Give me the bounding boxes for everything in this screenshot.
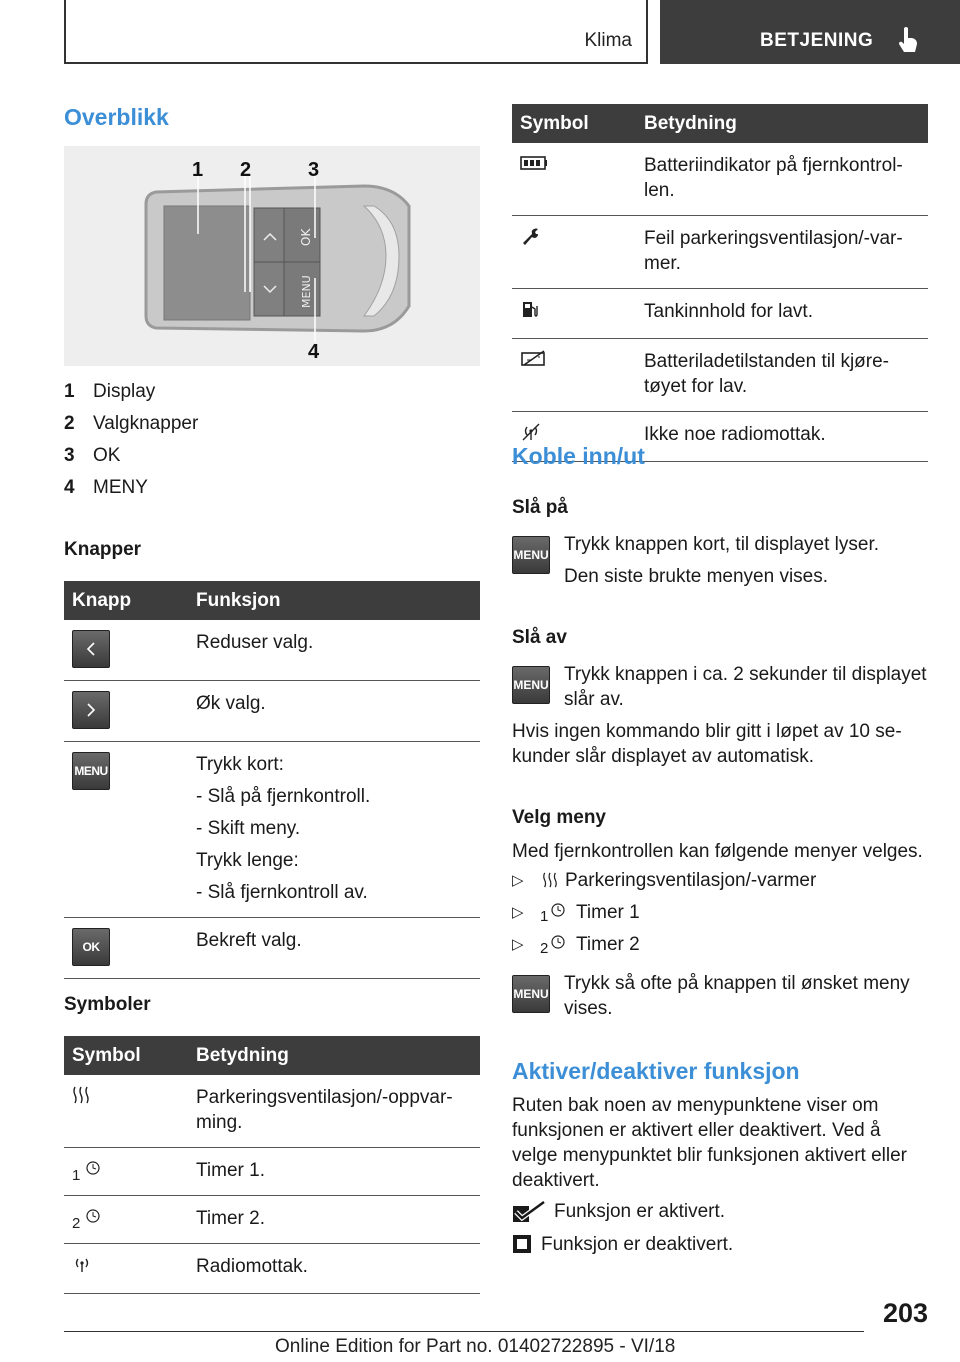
radio-reception-icon [72, 1254, 92, 1276]
timer-2-icon [550, 934, 566, 956]
header-left-box [64, 0, 648, 64]
timer-1-icon [550, 902, 566, 924]
table-row: Batteriindikator på fjernkontrol-len. [512, 143, 928, 216]
fuel-icon [520, 299, 540, 321]
table-row: MENU Trykk kort: - Slå på fjernkontroll. - Skift meny. Trykk lenge: - Slå fjernkontroll av. [64, 742, 480, 918]
switch-off-text: Trykk knappen i ca. 2 sekunder til displayet slår av. [564, 664, 927, 710]
parking-ventilation-icon [72, 1085, 90, 1107]
switch-on-heading: Slå på [512, 497, 568, 518]
column-header: Knapp [64, 581, 188, 620]
wrench-icon [520, 226, 540, 248]
table-row: Batteriladetilstanden til kjøre-tøyet for lav. [512, 339, 928, 412]
page-number: 203 [882, 1298, 928, 1328]
header-chapter-box [660, 0, 960, 64]
remote-control-figure [64, 146, 480, 366]
table-row: Radiomottak. [64, 1244, 480, 1294]
header-section: Klima [584, 30, 632, 51]
select-menu-instruction: Trykk så ofte på knappen til ønsket meny vises. [564, 973, 910, 1019]
callout-1: 1 [192, 159, 204, 181]
table-row: Feil parkeringsventilasjon/-var-mer. [512, 216, 928, 289]
footer-edition: Online Edition for Part no. 01402722895 - VI/18 [275, 1336, 676, 1357]
activate-text: Ruten bak noen av menypunktene viser om funksjonen er aktivert eller deaktivert. Ved å velge menypunktet blir funksjonen aktivert eller deaktivert. [512, 1095, 907, 1191]
menu-button-icon: MENU [512, 666, 550, 704]
select-menu-intro: Med fjernkontrollen kan følgende menyer velges. [512, 841, 923, 862]
left-arrow-button-icon [72, 630, 110, 668]
symbols-heading: Symboler [64, 994, 151, 1015]
column-header: Betydning [188, 1036, 480, 1075]
table-row: 1 Timer 1. [64, 1148, 480, 1196]
buttons-table [64, 581, 480, 979]
right-arrow-button-icon [72, 691, 110, 729]
table-row: Tankinnhold for lavt. [512, 289, 928, 339]
switch-on-note: Den siste brukte menyen vises. [564, 566, 829, 587]
table-row: Parkeringsventilasjon/-oppvar-ming. [64, 1075, 480, 1148]
switch-on-text: Trykk knappen kort, til displayet lyser. [564, 534, 880, 555]
column-header: Symbol [512, 104, 636, 143]
activate-title: Aktiver/deaktiver funksjon [512, 1058, 800, 1084]
connect-title: Koble inn/ut [512, 443, 645, 469]
column-header: Symbol [64, 1036, 188, 1075]
callout-4: 4 [308, 341, 320, 363]
pointing-hand-icon [896, 26, 920, 59]
callout-2: 2 [240, 159, 252, 181]
column-header: Funksjon [188, 581, 480, 620]
parking-ventilation-icon [542, 870, 558, 896]
buttons-heading: Knapper [64, 539, 142, 560]
timer-2-icon: 2 [72, 1208, 101, 1230]
table-row: OK Bekreft valg. [64, 918, 480, 979]
switch-off-heading: Slå av [512, 627, 567, 648]
symbols-table-left [64, 1036, 480, 1294]
footer-divider [64, 1331, 864, 1332]
menu-button-icon: MENU [512, 536, 550, 574]
header-chapter: BETJENING [760, 30, 874, 51]
table-row: Ikke noe radiomottak. [512, 412, 928, 462]
no-radio-icon [520, 422, 542, 444]
callout-3: 3 [308, 159, 320, 181]
svg-text:OK: OK [299, 228, 313, 246]
table-row: Øk valg. [64, 681, 480, 742]
table-row: Reduser valg. [64, 620, 480, 681]
overview-title: Overblikk [64, 104, 169, 130]
timer-1-icon: 1 [72, 1160, 101, 1182]
symbols-table-right [512, 104, 928, 462]
svg-text:MENU: MENU [300, 275, 313, 308]
checked-box-icon [512, 1200, 546, 1229]
select-menu-heading: Velg meny [512, 807, 606, 828]
menu-button-icon: MENU [72, 752, 110, 790]
table-row: 2 Timer 2. [64, 1196, 480, 1244]
unchecked-box-icon [512, 1234, 532, 1259]
column-header: Betydning [636, 104, 928, 143]
ok-button-icon: OK [72, 928, 110, 966]
menu-button-icon: MENU [512, 975, 550, 1013]
auto-off-text: Hvis ingen kommando blir gitt i løpet av 10 se-kunder slår displayet av automatisk. [512, 721, 902, 767]
inactive-label: Funksjon er deaktivert. [541, 1234, 734, 1255]
battery-indicator-icon [520, 155, 548, 177]
battery-charge-icon [520, 349, 548, 371]
active-label: Funksjon er aktivert. [554, 1201, 726, 1222]
